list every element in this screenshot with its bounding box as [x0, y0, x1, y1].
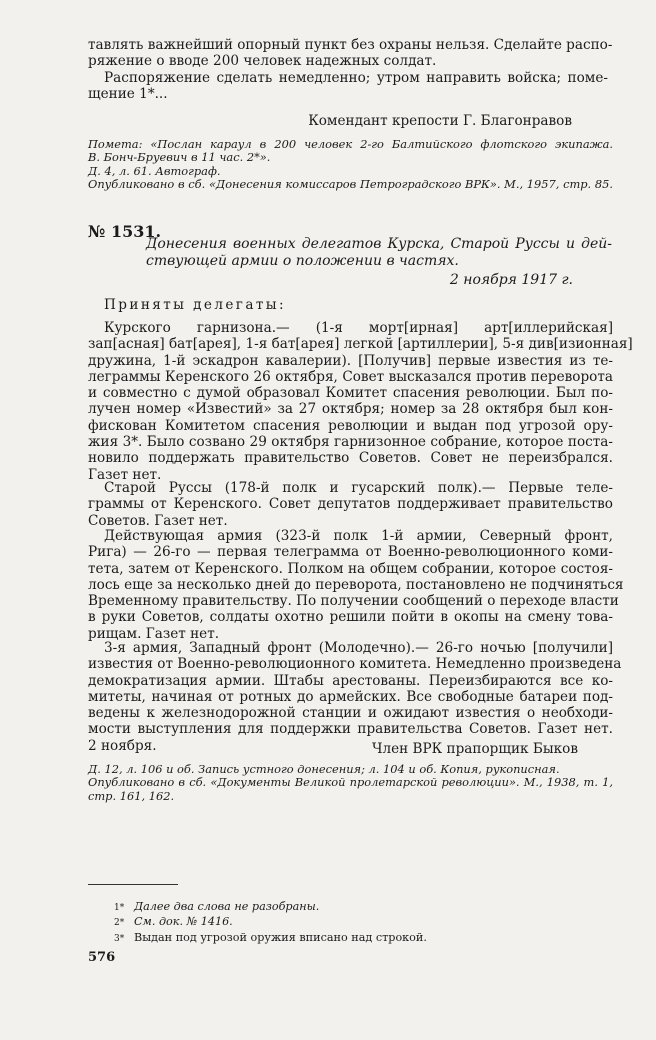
- footnote-text: Далее два слова не разобраны.: [134, 900, 320, 913]
- text-line: лось еще за несколько дней до переворота, постановлено не подчиняться: [88, 576, 624, 593]
- text-line: Распоряжение сделать немедленно; утром направить войска; поме-: [104, 69, 608, 86]
- text-line: лучен номер «Известий» за 27 октября; номер за 28 октября был кон-: [88, 401, 613, 418]
- text-line: в руки Советов, солдаты охотно решили пойти в окопы на смену това-: [88, 609, 613, 626]
- text-line: Старой Руссы (178-й полк и гусарский полк).— Первые теле-: [104, 480, 613, 496]
- text-line: Действующая армия (323-й полк 1-й армии, Северный фронт,: [104, 528, 613, 544]
- text-line: 3-я армия, Западный фронт (Молодечно).— 26-го ночью [получили]: [104, 640, 613, 656]
- intro-line: Приняты делегаты:: [104, 297, 286, 313]
- note-line: стр. 161, 162.: [88, 788, 175, 803]
- footnote-2: [114, 915, 534, 930]
- note-line: Помета: «Послан караул в 200 человек 2-го Балтийского флотского экипажа.: [88, 137, 613, 151]
- text-line: Временному правительству. По получении сообщений о переходе власти: [88, 593, 619, 610]
- document-title: [146, 236, 612, 270]
- text-line: ведены к железнодорожной станции и ожидают известия о необходи-: [88, 705, 613, 722]
- commandant-signature: Комендант крепости Г. Благонравов: [308, 113, 572, 129]
- footnote-1: [114, 900, 534, 915]
- text-line: Курского гарнизона.— (1-я морт[ирная] арт[иллерийская]: [104, 320, 613, 336]
- archive-notes-document: [88, 763, 613, 803]
- text-line: демократизация армии. Штабы арестованы. Переизбираются все ко-: [88, 672, 613, 689]
- text-line: Газет нет.: [88, 466, 162, 483]
- continuation-text: [88, 37, 613, 102]
- archive-notes-top: [88, 138, 613, 192]
- note-line: Д. 4, л. 61. Автограф.: [88, 163, 221, 178]
- footnote-mark: 1*: [114, 903, 125, 913]
- note-line: В. Бонч-Бруевич в 11 час. 2*».: [88, 150, 271, 165]
- text-line: рищам. Газет нет.: [88, 625, 220, 642]
- text-line: ряжение о вводе 200 человек надежных солдат.: [88, 53, 437, 70]
- text-line: зап[асная] бат[арея], 1-я бат[арея] легкой [артиллерии], 5-я див[изионная]: [88, 336, 633, 353]
- title-line: Донесения военных делегатов Курска, Старой Руссы и дей-: [146, 236, 612, 252]
- note-line: Д. 12, л. 106 и об. Запись устного донесения; л. 104 и об. Копия, рукописная.: [88, 762, 560, 776]
- footnote-3: [114, 931, 534, 946]
- footnote-mark: 3*: [114, 933, 125, 944]
- text-line: граммы от Керенского. Совет депутатов поддерживает правительство: [88, 496, 613, 513]
- text-line: жия 3*. Было созвано 29 октября гарнизонное собрание, которое поста-: [88, 434, 613, 451]
- text-line: дружина, 1-й эскадрон кавалерии). [Получив] первые известия из те-: [88, 352, 613, 369]
- text-line: леграммы Керенского 26 октября, Совет высказался против переворота: [88, 368, 613, 385]
- text-line: Рига) — 26-го — первая телеграмма от Военно-революционного коми-: [88, 544, 613, 561]
- text-line: 2 ноября.: [88, 737, 157, 754]
- page-number: 576: [88, 950, 116, 965]
- text-line: и совместно с думой образовал Комитет спасения революции. Был по-: [88, 385, 613, 402]
- text-line: новило поддержать правительство Советов. Совет не переизбрался.: [88, 450, 613, 467]
- text-line: тета, затем от Керенского. Полком на общем собрании, которое состоя-: [88, 560, 613, 577]
- footnote-text: См. док. № 1416.: [134, 915, 233, 929]
- note-line: Опубликовано в сб. «Донесения комиссаров Петроградского ВРК». М., 1957, стр. 85.: [88, 177, 613, 192]
- text-line: тавлять важнейший опорный пункт без охраны нельзя. Сделайте распо-: [88, 37, 613, 53]
- text-line: мости выступления для поддержки правительства Советов. Газет нет.: [88, 721, 613, 738]
- text-line: Советов. Газет нет.: [88, 512, 228, 529]
- footnote-mark: 2*: [114, 918, 125, 929]
- russa-report: [88, 480, 613, 529]
- footnote-divider: [88, 884, 178, 885]
- army-report: [88, 528, 624, 642]
- text-line: щение 1*...: [88, 85, 168, 102]
- kursk-report: [88, 320, 633, 483]
- text-line: митеты, начиная от ротных до армейских. Все свободные батареи под-: [88, 688, 613, 705]
- text-line: известия от Военно-революционного комитета. Немедленно произведена: [88, 656, 622, 673]
- document-date: 2 ноября 1917 г.: [449, 272, 573, 288]
- vrk-signature: Член ВРК прапорщик Быков: [371, 741, 578, 757]
- note-line: Опубликовано в сб. «Документы Великой пролетарской революции». М., 1938, т. 1,: [88, 775, 613, 790]
- third-army-report: [88, 640, 622, 754]
- title-line: ствующей армии о положении в частях.: [146, 253, 459, 269]
- document-number: № 1531.: [88, 222, 162, 241]
- footnote-text: Выдан под угрозой оружия вписано над строкой.: [134, 930, 427, 944]
- text-line: фискован Комитетом спасения революции и выдан под угрозой ору-: [88, 417, 613, 434]
- footnotes: [114, 900, 534, 946]
